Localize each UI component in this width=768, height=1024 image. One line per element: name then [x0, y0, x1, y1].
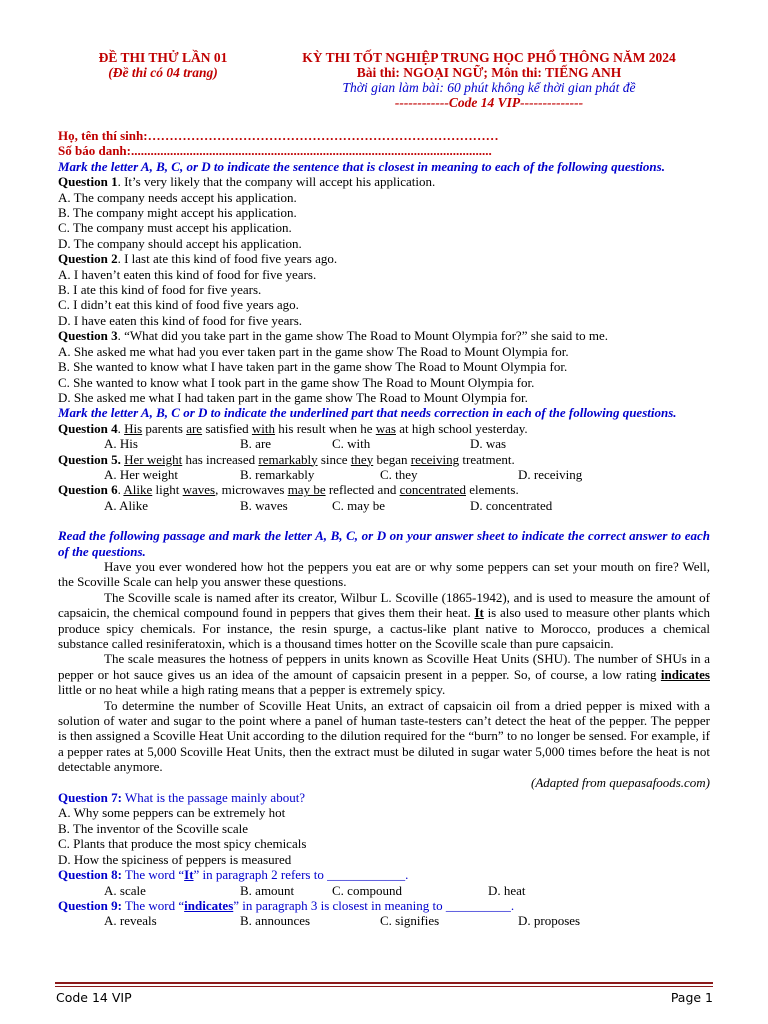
q2-option-b: B. I ate this kind of food for five years.	[58, 282, 262, 298]
q5-options	[58, 467, 710, 482]
q6-option-a: A. Alike	[104, 497, 149, 513]
q4-option-c: C. with	[332, 436, 371, 452]
q7-option-c: C. Plants that produce the most spicy chemicals	[58, 836, 307, 852]
q1-option-d: D. The company should accept his application.	[58, 235, 302, 251]
exam-title: KỲ THI TỐT NGHIỆP TRUNG HỌC PHỔ THÔNG NĂM 2024	[302, 50, 676, 65]
q2-option-d: D. I have eaten this kind of food for five years.	[58, 312, 303, 328]
q5-option-b: B. remarkably	[240, 466, 315, 482]
exam-subject: Bài thi: NGOẠI NGỮ; Môn thi: TIẾNG ANH	[356, 65, 622, 80]
passage-paragraph-3: The scale measures the hotness of peppers in units known as Scoville Heat Units (SHU). The number of SHUs in a pepper or hot sauce gives us an idea of the amount of capsaicin present in a pepper. So, of course, a low rating indicates little or no heat while a high rating means that a pepper is extremely spicy.	[58, 651, 710, 698]
q2-option-c: C. I didn’t eat this kind of food five years ago.	[58, 297, 299, 313]
q8-option-c: C. compound	[332, 882, 403, 898]
q6-option-b: B. waves	[240, 497, 288, 513]
section3-instruction: Read the following passage and mark the letter A, B, C, or D on your answer sheet to indicate the correct answer to each of the questions.	[58, 528, 710, 559]
q5-option-d: D. receiving	[518, 466, 583, 482]
header-right	[268, 50, 710, 110]
exam-header	[58, 50, 710, 116]
question-2: Question 2. I last ate this kind of food five years ago.	[58, 251, 338, 267]
section2-instruction: Mark the letter A, B, C or D to indicate the underlined part that needs correction in each of the following questions.	[58, 405, 677, 421]
question-7: Question 7: What is the passage mainly about?	[58, 790, 306, 806]
passage-paragraph-4: To determine the number of Scoville Heat Units, an extract of capsaicin oil from a dried pepper is mixed with a solution of water and sugar to the point where a panel of human taste-testers can’t detect the heat of the pepper. The pepper is then assigned a Scoville Heat Unit according to the dilution required for the “burn” to no longer be sensed. For example, if a pepper rates at 5,000 Scoville Heat Units, then the extract must be diluted in sugar water 5,000 times before the heat is not detectable anymore.	[58, 697, 710, 775]
q6-options	[58, 498, 710, 513]
q7-option-a: A. Why some peppers can be extremely hot	[58, 805, 286, 821]
q4-option-b: B. are	[240, 436, 272, 452]
q6-option-c: C. may be	[332, 497, 386, 513]
question-9: Question 9: The word “indicates” in paragraph 3 is closest in meaning to __________.	[58, 897, 515, 913]
q9-option-d: D. proposes	[518, 913, 581, 929]
header-left	[58, 50, 268, 80]
q7-option-d: D. How the spiciness of peppers is measured	[58, 851, 292, 867]
q9-options	[58, 913, 710, 928]
exam-attempt-title: ĐỀ THI THỬ LẦN 01	[98, 50, 228, 65]
q5-option-a: A. Her weight	[104, 466, 179, 482]
question-5: Question 5. Her weight has increased remarkably since they began receiving treatment.	[58, 451, 515, 467]
q1-option-b: B. The company might accept his application.	[58, 205, 297, 221]
footer-page-number: Page 1	[670, 990, 713, 1005]
q8-option-b: B. amount	[240, 882, 295, 898]
passage-paragraph-2: The Scoville scale is named after its creator, Wilbur L. Scoville (1865-1942), and is used to measure the amount of capsaicin, the chemical compound found in peppers that gives them their heat. It is also used to measure other plants which produce spicy chemicals. For instance, the resin spurge, a cactus-like plant native to Morocco, produces a chemical substance called resiniferatoxin, which is a thousand times hotter on the Scoville scale than pure capsaicin.	[58, 589, 710, 651]
exam-code: ------------Code 14 VIP--------------	[394, 95, 584, 110]
passage-paragraph-1: Have you ever wondered how hot the peppers you eat are or why some peppers can set your mouth on fire? Well, the Scoville Scale can help you answer these questions.	[58, 558, 710, 590]
question-3: Question 3. “What did you take part in the game show The Road to Mount Olympia for?” she said to me.	[58, 328, 608, 344]
footer-code: Code 14 VIP	[56, 990, 132, 1005]
question-8: Question 8: The word “It” in paragraph 2 refers to ____________.	[58, 867, 409, 883]
q9-option-b: B. announces	[240, 913, 311, 929]
footer-rule-thin	[55, 986, 713, 987]
q4-options	[58, 436, 710, 451]
q7-option-b: B. The inventor of the Scoville scale	[58, 820, 249, 836]
question-1: Question 1. It’s very likely that the company will accept his application.	[58, 174, 436, 190]
question-4: Question 4. His parents are satisfied with his result when he was at high school yesterday.	[58, 420, 528, 436]
question-6: Question 6. Alike light waves, microwaves may be reflected and concentrated elements.	[58, 482, 519, 498]
q3-option-d: D. She asked me what I had taken part in the game show The Road to Mount Olympia for.	[58, 389, 528, 405]
q9-option-c: C. signifies	[380, 913, 440, 929]
passage-credit: (Adapted from quepasafoods.com)	[531, 774, 710, 790]
exam-body	[58, 128, 710, 929]
q8-options	[58, 883, 710, 898]
q2-option-a: A. I haven’t eaten this kind of food for five years.	[58, 266, 317, 282]
footer-rule-thick	[55, 982, 713, 984]
q1-option-a: A. The company needs accept his application.	[58, 189, 297, 205]
q1-option-c: C. The company must accept his application.	[58, 220, 292, 236]
section1-instruction: Mark the letter A, B, C, or D to indicate the sentence that is closest in meaning to each of the following questions.	[58, 158, 665, 174]
exam-time: Thời gian làm bài: 60 phút không kể thời gian phát đề	[342, 80, 636, 95]
candidate-name-field: Họ, tên thí sinh:………………………………………………………………………	[58, 128, 499, 143]
q8-option-a: A. scale	[104, 882, 146, 898]
q6-option-d: D. concentrated	[470, 497, 553, 513]
q8-option-d: D. heat	[488, 882, 526, 898]
q3-option-b: B. She wanted to know what I have taken part in the game show The Road to Mount Olympia for.	[58, 359, 568, 375]
q5-option-c: C. they	[380, 466, 418, 482]
q3-option-c: C. She wanted to know what I took part in the game show The Road to Mount Olympia for.	[58, 374, 535, 390]
q4-option-a: A. His	[104, 436, 138, 452]
q9-option-a: A. reveals	[104, 913, 157, 929]
candidate-id-field: Số báo danh:...............................................................................................................	[58, 143, 492, 159]
page-count-note: (Đề thi có 04 trang)	[108, 65, 218, 80]
q3-option-a: A. She asked me what had you ever taken part in the game show The Road to Mount Olympia for.	[58, 343, 569, 359]
q4-option-d: D. was	[470, 436, 507, 452]
